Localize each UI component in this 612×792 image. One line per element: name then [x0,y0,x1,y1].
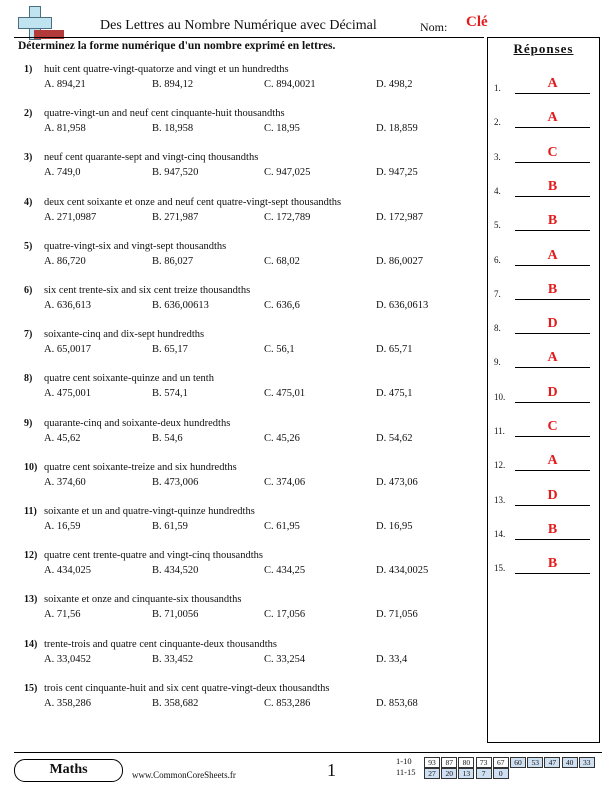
answer-line [515,402,590,403]
question-text: neuf cent quarante-sept and vingt-cinq thousandths [44,152,259,164]
answer-option: C. 61,95 [264,521,300,532]
name-value: Clé [466,14,488,30]
answer-option: A. 16,59 [44,521,81,532]
answer-option: A. 636,613 [44,300,91,311]
answer-line [515,505,590,506]
question-number: 8) [24,373,33,385]
question-item [24,108,484,138]
answer-number: 9. [494,357,501,368]
header-divider [14,37,484,38]
answer-option: B. 894,12 [152,79,194,90]
answer-line [515,436,590,437]
answer-option: B. 271,987 [152,211,199,223]
question-number: 14) [24,638,38,650]
answers-box [487,37,600,743]
answer-number: 10. [494,391,506,402]
answer-option: A. 86,720 [44,255,86,267]
answer-option: B. 473,006 [152,476,199,488]
question-item [24,329,484,359]
score-cell: 7 [476,768,492,779]
score-cell: 40 [562,757,578,768]
question-item [24,639,484,669]
answer-option: A. 81,958 [44,123,86,135]
question-number: 5) [24,240,33,252]
answer-option: C. 636,6 [264,300,300,311]
answer-number: 1. [494,83,501,93]
answer-option: C. 18,95 [264,123,300,135]
answer-line [515,265,590,266]
score-cell: 73 [476,757,492,768]
answer-line [515,93,590,94]
answer-value: A [547,247,558,263]
question-item [24,506,484,536]
score-cell: 87 [441,757,457,768]
answer-line [515,299,590,300]
answer-value: A [547,453,558,469]
answer-value: C [547,144,558,160]
question-text: quatre cent soixante-quinze and un tenth [44,373,214,385]
score-cell: 33 [579,757,595,768]
question-text: soixante-cinq and dix-sept hundredths [44,329,205,341]
answer-option: D. 18,859 [376,123,418,135]
question-number: 6) [24,285,33,296]
answer-option: C. 172,789 [264,211,311,223]
worksheet-title: Des Lettres au Nombre Numérique avec Décimal [100,18,377,33]
question-number: 12) [24,550,38,562]
answer-option: C. 68,02 [264,255,300,267]
question-item [24,683,484,713]
answer-line [515,196,590,197]
question-number: 1) [24,64,33,75]
answer-value: D [547,487,558,503]
score-cell: 13 [458,768,474,779]
answer-number: 6. [494,254,501,265]
answer-option: A. 65,0017 [44,344,91,356]
answer-line [515,367,590,368]
score-cell: 80 [458,757,474,768]
question-item [24,197,484,227]
answer-option: C. 475,01 [264,388,306,400]
answer-value: B [547,178,558,194]
question-item [24,152,484,182]
page-number: 1 [327,760,336,780]
question-item [24,373,484,403]
answer-number: 15. [494,563,506,574]
answer-row [494,315,594,335]
answer-option: B. 636,00613 [152,300,209,311]
footer-url: www.CommonCoreSheets.fr [132,770,236,780]
answer-option: A. 45,62 [44,432,81,444]
answer-row [494,555,594,575]
answer-value: A [547,350,558,366]
answer-number: 12. [494,460,506,471]
question-text: trente-trois and quatre cent cinquante-deux thousandths [44,638,277,650]
answer-option: D. 33,4 [376,653,408,665]
answer-row [494,109,594,129]
answer-option: D. 54,62 [376,432,413,444]
question-text: quatre cent soixante-treize and six hundredths [44,461,237,473]
answer-line [515,127,590,128]
score-cell: 67 [493,757,509,768]
answer-option: D. 65,71 [376,344,413,356]
question-item [24,462,484,492]
answer-option: C. 434,25 [264,565,306,577]
question-text: soixante et un and quatre-vingt-quinze hundredths [44,506,255,517]
question-text: huit cent quatre-vingt-quatorze and vingt et un hundredths [44,64,289,75]
answer-option: D. 498,2 [376,79,413,90]
question-number: 15) [24,682,38,694]
question-item [24,550,484,580]
answer-option: D. 16,95 [376,521,413,532]
answer-option: C. 33,254 [264,653,306,665]
question-text: trois cent cinquante-huit and six cent quatre-vingt-deux thousandths [44,682,330,694]
answer-option: D. 475,1 [376,388,413,400]
answer-option: B. 61,59 [152,521,188,532]
score-row-label: 11-15 [396,767,416,777]
answer-option: C. 947,025 [264,167,311,179]
answer-option: A. 271,0987 [44,211,97,223]
answer-option: C. 45,26 [264,432,300,444]
answer-option: B. 54,6 [152,432,183,444]
answer-value: D [547,384,558,400]
answer-option: D. 853,68 [376,697,418,709]
answer-line [515,230,590,231]
answer-line [515,539,590,540]
answer-option: A. 894,21 [44,79,86,90]
answer-option: B. 574,1 [152,388,188,400]
answer-number: 14. [494,528,506,539]
question-item [24,418,484,448]
answer-option: C. 894,0021 [264,79,316,90]
answer-number: 5. [494,220,501,231]
answer-number: 8. [494,323,501,334]
answer-value: D [547,316,558,332]
answer-value: A [547,110,558,126]
question-number: 13) [24,594,38,606]
answer-option: B. 947,520 [152,167,199,179]
subject-badge: Maths [14,759,123,782]
answer-option: C. 56,1 [264,344,295,356]
answer-row [494,212,594,232]
answer-number: 2. [494,117,501,128]
score-cell: 60 [510,757,526,768]
answer-number: 3. [494,151,501,162]
answer-value: B [547,556,558,572]
answer-row [494,349,594,369]
footer-divider [14,752,602,753]
answer-option: C. 374,06 [264,476,306,488]
answer-row [494,178,594,198]
answer-row [494,521,594,541]
answer-line [515,333,590,334]
score-cell: 0 [493,768,509,779]
question-text: six cent trente-six and six cent treize thousandths [44,285,251,296]
question-text: quatre cent trente-quatre and vingt-cinq thousandths [44,550,263,562]
answer-option: B. 358,682 [152,697,199,709]
question-number: 9) [24,417,33,429]
answer-line [515,162,590,163]
answer-option: B. 86,027 [152,255,194,267]
answer-number: 11. [494,426,505,436]
answer-row [494,75,594,95]
instructions: Déterminez la forme numérique d'un nombre exprimé en lettres. [18,40,336,52]
score-cell: 20 [441,768,457,779]
answer-option: D. 71,056 [376,609,418,621]
question-text: quatre-vingt-six and vingt-sept thousandths [44,240,227,252]
answer-option: A. 749,0 [44,167,81,179]
answer-option: A. 475,001 [44,388,91,400]
question-text: soixante et onze and cinquante-six thousandths [44,594,242,606]
answer-value: B [547,213,558,229]
answer-row [494,452,594,472]
answer-number: 7. [494,288,501,299]
answer-line [515,470,590,471]
answer-row [494,418,594,438]
answer-option: D. 947,25 [376,167,418,179]
answer-row [494,247,594,267]
answer-option: D. 434,0025 [376,565,429,577]
answer-row [494,144,594,164]
answer-option: B. 65,17 [152,344,188,356]
score-row-label: 1-10 [396,756,412,766]
score-cell: 53 [527,757,543,768]
question-item [24,594,484,624]
question-number: 3) [24,152,33,164]
answer-value: C [547,419,558,434]
answer-option: A. 33,0452 [44,653,91,665]
answer-option: A. 434,025 [44,565,91,577]
answer-row [494,281,594,301]
answer-number: 13. [494,494,506,505]
answer-option: C. 17,056 [264,609,306,621]
question-number: 4) [24,196,33,208]
answer-row [494,384,594,404]
answer-line [515,573,590,574]
answer-option: B. 71,0056 [152,609,199,621]
answer-value: A [547,76,558,91]
answer-option: A. 374,60 [44,476,86,488]
answer-option: D. 473,06 [376,476,418,488]
question-item [24,285,484,315]
answer-option: D. 636,0613 [376,300,429,311]
answer-option: B. 18,958 [152,123,194,135]
answer-option: B. 33,452 [152,653,194,665]
answer-option: D. 172,987 [376,211,423,223]
question-number: 7) [24,329,33,341]
score-cell: 27 [424,768,440,779]
answer-option: C. 853,286 [264,697,311,709]
name-label: Nom: [420,20,448,34]
answer-option: B. 434,520 [152,565,199,577]
question-text: quatre-vingt-un and neuf cent cinquante-huit thousandths [44,108,285,120]
answer-value: B [547,281,558,297]
score-cell: 93 [424,757,440,768]
answer-number: 4. [494,185,501,196]
question-number: 2) [24,108,33,120]
answer-option: D. 86,0027 [376,255,423,267]
score-cell: 47 [544,757,560,768]
answers-title: Réponses [513,41,574,56]
question-item [24,241,484,271]
question-text: quarante-cinq and soixante-deux hundredths [44,417,231,429]
question-item [24,64,484,94]
answer-value: B [547,521,558,537]
answer-option: A. 358,286 [44,697,91,709]
answer-row [494,487,594,507]
question-number: 10) [24,461,38,473]
question-text: deux cent soixante et onze and neuf cent quatre-vingt-sept thousandths [44,196,342,208]
answer-option: A. 71,56 [44,609,81,621]
question-number: 11) [24,506,37,517]
